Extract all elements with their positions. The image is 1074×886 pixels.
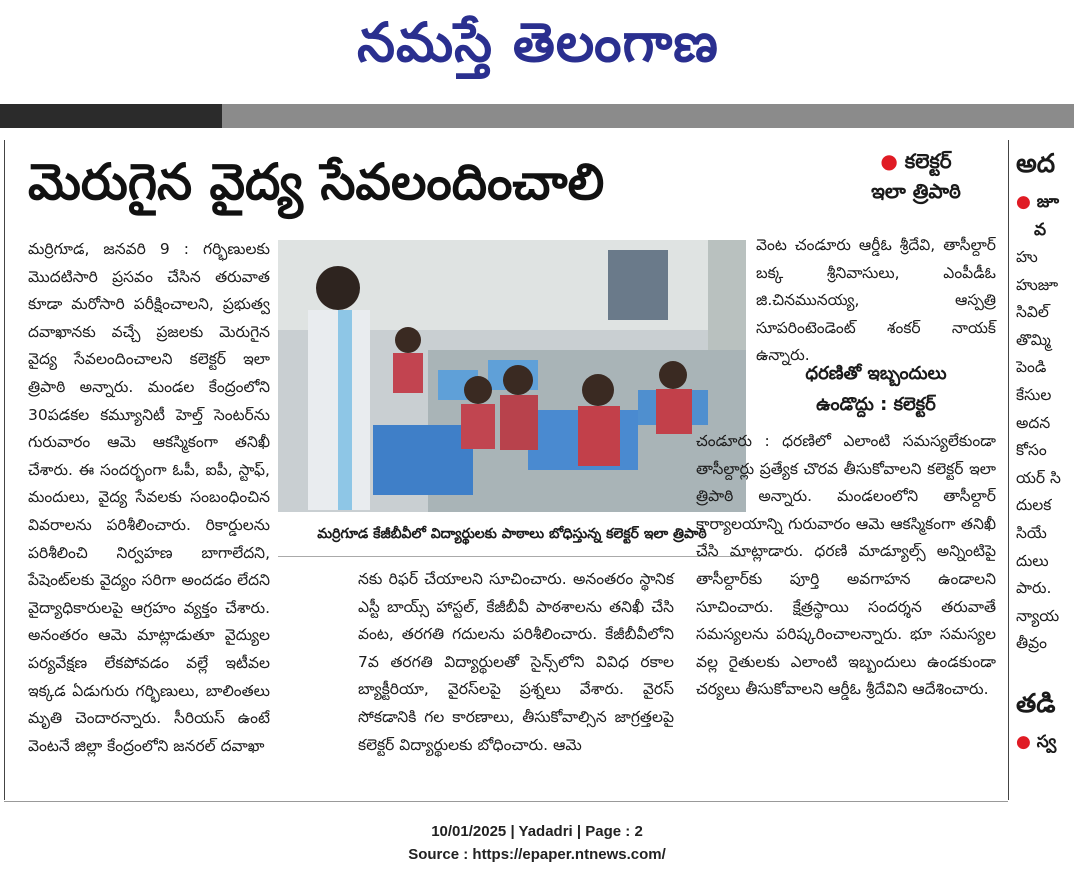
side-lines: హు హుజూ సివిల్ తొమ్మి పెండి కేసుల అదన కోసం యర్ సి దులక సియే దులు పారు. న్యాయ తీవ్రం (1016, 248, 1061, 653)
newspaper-logo: నమస్తే తెలంగాణ (357, 10, 719, 74)
photo-caption: మర్రిగూడ కేజీబీవీలో విద్యార్థులకు పాఠాలు బోధిస్తున్న కలెక్టర్ ఇలా త్రిపాఠి (278, 516, 746, 557)
kicker-line-2: ఇలా త్రిపాఠి (871, 179, 961, 203)
page-bottom-rule (4, 801, 1008, 802)
article-column-1: మర్రిగూడ, జనవరి 9 : గర్భిణులకు మొదటిసారి ప్రసవం చేసిన తరువాత కూడా మరోసారి పరీక్షించాలని, ప్రభుత్వ దవాఖానకు వచ్చే ప్రజలకు మెరుగైన వైద్య సేవలందించాలని కలెక్టర్ ఇలా త్రిపాఠి అన్నారు. మండల కేంద్రంలోని 30పడకల కమ్యూనిటీ హెల్త్ సెంటర్‌ను గురువారం ఆమె ఆకస్మికంగా తనిఖీ చేశారు. ఈ సందర్భంగా ఓపీ, ఐపీ, స్టాఫ్, మందులు, వైద్య సేవలకు సంబంధించిన వివరాలను పరిశీలించారు. రికార్డులను పరిశీలించి నిర్వహణ బాగాలేదని, పేషెంట్‌లకు వైద్యం సరిగా అందడం లేదని వైద్యాధికారులపై ఆగ్రహం వ్యక్తం చేశారు. అనంతరం ఆమె మాట్లాడుతూ వైద్యుల పర్యవేక్షణ లేకపోవడం వల్లే ఇటీవల ఇక్కడ ఏడుగురు గర్భిణులు, బాలింతలు మృతి చెందారన్నారు. సీరియస్ ఉంటే వెంటనే జిల్లా కేంద్రంలోని జనరల్ దవాఖా (28, 240, 270, 755)
side-headline-2: తడి (1016, 688, 1056, 719)
side-article: అద ● జూ వ హు హుజూ సివిల్ తొమ్మి పెండి కేసుల అదన కోసం యర్ సి దులక సియే దులు పారు. న్యాయ తీవ్రం తడి ● స్వ (1016, 140, 1074, 800)
classroom-photo (278, 240, 746, 512)
bullet-icon: ● (1016, 731, 1037, 752)
article-column-3: వెంట చండూరు ఆర్డీఓ శ్రీదేవి, తాసీల్దార్ బక్క శ్రీనివాసులు, ఎంపీడీఓ జి.చినమునయ్య, ఆస్పత్రి సూపరింటెండెంట్ శంకర్ నాయక్ ఉన్నారు. (756, 236, 996, 365)
column-rule-right (1008, 140, 1009, 800)
sub-headline: ధరణితో ఇబ్బందులు ఉండొద్దు : కలెక్టర్ (805, 363, 947, 415)
kicker-line-1: కలెక్టర్ (904, 149, 952, 173)
header-band-grey (222, 104, 1074, 128)
article-column-2: నకు రిఫర్ చేయాలని సూచించారు. అనంతరం స్థానిక ఎస్టీ బాయ్స్ హాస్టల్, కేజీబీవీ పాఠశాలను తనిఖీ చేసి వంట, తరగతి గదులను పరిశీలించారు. కేజీబీవీలోని 7వ తరగతి విద్యార్థులతో సైన్స్‌లోని వివిధ రకాల బ్యాక్టీరియా, వైరస్‌లపై ప్రశ్నలు వేశారు. వైరస్ సోకడానికి గల కారణాలు, తీసుకోవాల్సిన జాగ్రత్తలపై కలెక్టర్ విద్యార్థులకు బోధించారు. ఆమె (358, 570, 674, 754)
page-footer (0, 820, 1074, 870)
bullet-icon: ● (1016, 192, 1037, 212)
article-column-3b: చండూరు : ధరణిలో ఎలాంటి సమస్యలేకుండా తాసీల్దార్లు ప్రత్యేక చొరవ తీసుకోవాలని కలెక్టర్ ఇలా త్రిపాఠి అన్నారు. మండలంలోని తాసీల్దార్ కార్యాలయాన్ని గురువారం ఆమె ఆకస్మికంగా తనిఖీ చేసి మాట్లాడారు. ధరణి మాడ్యూల్స్ అన్నింటిపై తాసీల్దార్‌కు పూర్తి అవగాహన ఉండాలని సూచించారు. క్షేత్రస్థాయి సందర్శన తరువాతే సమస్యలను పరిష్కరించాలన్నారు. భూ సమస్యల వల్ల రైతులకు ఎలాంటి ఇబ్బందులు ఉండకుండా చర్యలు తీసుకోవాలని ఆర్డీఓ శ్రీదేవిని ఆదేశించారు. (696, 432, 996, 699)
footer-source: Source : https://epaper.ntnews.com/ (408, 846, 666, 863)
masthead (0, 0, 1074, 100)
column-rule-left (4, 140, 5, 800)
side-headline: అద (1016, 149, 1056, 179)
header-band-dark (0, 104, 222, 128)
footer-date-edition: 10/01/2025 | Yadadri | Page : 2 (431, 823, 643, 840)
bullet-icon: ● (880, 149, 905, 173)
article-kicker (826, 146, 1006, 216)
article-headline: మెరుగైన వైద్య సేవలందించాలి (28, 153, 605, 211)
